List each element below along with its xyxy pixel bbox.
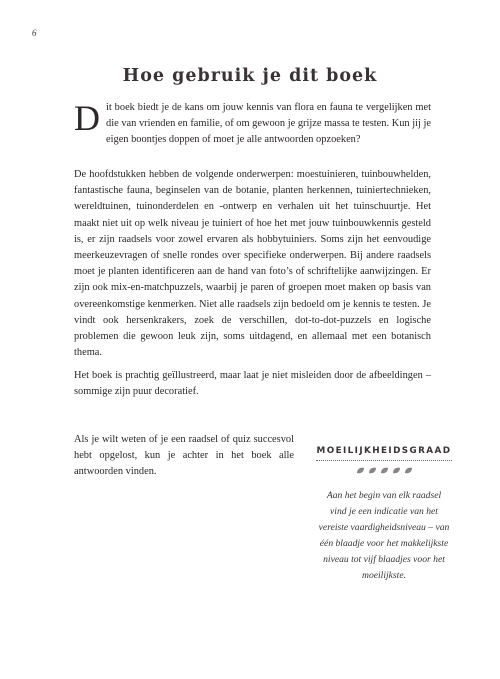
page-number: 6 (32, 28, 37, 38)
difficulty-sidebar (314, 446, 454, 584)
sidebar-title: MOEILIJKHEIDSGRAAD (316, 446, 452, 456)
leaf-icon (356, 467, 365, 474)
leaf-icon (404, 467, 413, 474)
leaf-icon (380, 467, 389, 474)
sidebar-divider (316, 460, 452, 461)
difficulty-leaves (314, 467, 454, 474)
sidebar-text: Aan het begin van elk raadsel vind je een indicatie van het vereiste vaardigheidsniveau – van één blaadje voor het makkelijkste niveau tot vijf blaadjes voor het moeilijkste. (318, 490, 450, 581)
closing-paragraph: Het boek is prachtig geïllustreerd, maar laat je niet misleiden door de afbeeldingen – sommige zijn puur decoratief. (74, 370, 431, 398)
intro-paragraph (74, 100, 431, 149)
leaf-icon (392, 467, 401, 474)
main-paragraph: De hoofdstukken hebben de volgende onderwerpen: moestuinieren, tuinbouwhelden, fantastische fauna, beginselen van de botanie, planten herkennen, tuiniertechnieken, wereldtuinen, tuinonderdelen en -ontwerp en verhalen uit het tuinschuurtje. Het maakt niet uit op welk niveau je tuiniert of hoe het met jouw tuinbouwkennis gesteld is, er zijn raadsels voor zowel ervaren als hobbytuiniers. Soms zijn het eenvoudige meerkeuzevragen of snelle rondes over specifieke onderwerpen. Bij andere raadsels moet je planten identificeren aan de hand van foto’s of schriftelijke aanwijzingen. Er zijn ook mix-en-matchpuzzels, waarbij je paren of groepen moet maken op basis van overeenkomstige kenmerken. Niet alle raadsels zijn bedoeld om je kennis te testen. Je vindt ook hersenkrakers, zoek de verschillen, dot-to-dot-puzzels en logische problemen die gewoon leuk zijn, soms uitdagend, en allemaal met een botanisch thema. (74, 169, 431, 359)
drop-cap: D (74, 98, 100, 138)
intro-text: it boek biedt je de kans om jouw kennis van flora en fauna te vergelijken met die van vrienden en familie, of om gewoon je grijze massa te testen. Kun jij je eigen boontjes doppen of moet je alle antwoorden opzoeken? (106, 102, 431, 146)
page-title: Hoe gebruik je dit boek (122, 66, 378, 86)
answers-paragraph: Als je wilt weten of je een raadsel of quiz succesvol hebt opgelost, kun je achter in het boek alle antwoorden vinden. (74, 434, 294, 478)
leaf-icon (368, 467, 377, 474)
